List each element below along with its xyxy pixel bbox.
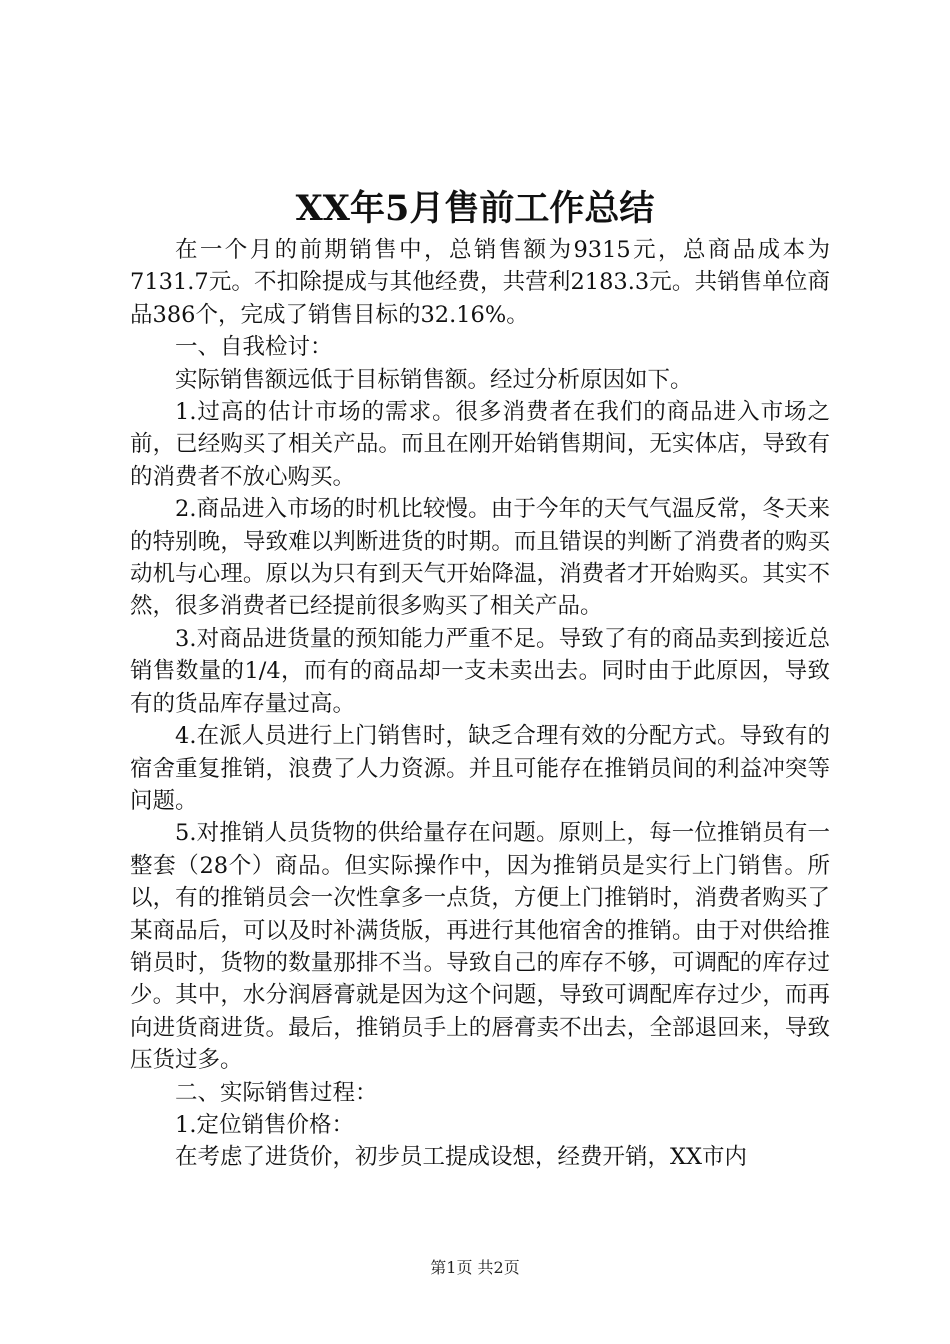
- page-footer: 第1页 共2页: [430, 1258, 520, 1277]
- heading-self-review: 一、自我检讨：: [175, 334, 333, 361]
- paragraph-pricing: 在考虑了进货价，初步员工提成设想，经费开销，XX市内: [175, 1144, 748, 1171]
- paragraph-reason-3: 3.对商品进货量的预知能力严重不足。导致了有的商品卖到接近总销售数量的1/4，而有的商品却一支未卖出去。同时由于此原因，导致有的货品库存量过高。: [130, 625, 830, 717]
- document-title: XX年5月售前工作总结: [295, 188, 655, 229]
- subheading-pricing: 1.定位销售价格：: [175, 1111, 354, 1138]
- paragraph-reason-2: 2.商品进入市场的时机比较慢。由于今年的天气气温反常，冬天来的特别晚，导致难以判断进货的时期。而且错误的判断了消费者的购买动机与心理。原以为只有到天气开始降温，消费者才开始购买。其实不然，很多消费者已经提前很多购买了相关产品。: [130, 496, 830, 620]
- heading-sales-process: 二、实际销售过程：: [175, 1079, 378, 1106]
- paragraph-reason-1: 1.过高的估计市场的需求。很多消费者在我们的商品进入市场之前，已经购买了相关产品。而且在刚开始销售期间，无实体店，导致有的消费者不放心购买。: [130, 399, 830, 490]
- paragraph-analysis-intro: 实际销售额远低于目标销售额。经过分析原因如下。: [175, 366, 693, 393]
- paragraph-summary: 在一个月的前期销售中，总销售额为9315元，总商品成本为7131.7元。不扣除提成与其他经费，共营利2183.3元。共销售单位商品386个，完成了销售目标的32.16%。: [130, 237, 830, 328]
- paragraph-reason-5: 5.对推销人员货物的供给量存在问题。原则上，每一位推销员有一整套（28个）商品。但实际操作中，因为推销员是实行上门销售。所以，有的推销员会一次性拿多一点货，方便上门推销时，消费者购买了某商品后，可以及时补满货版，再进行其他宿舍的推销。由于对供给推销员时，货物的数量那排不当。导致自己的库存不够，可调配的库存过少。其中，水分润唇膏就是因为这个问题，导致可调配库存过少，而再向进货商进货。最后，推销员手上的唇膏卖不出去，全部退回来，导致压货过多。: [130, 820, 830, 1074]
- document-body: [130, 234, 830, 1174]
- paragraph-reason-4: 4.在派人员进行上门销售时，缺乏合理有效的分配方式。导致有的宿舍重复推销，浪费了人力资源。并且可能存在推销员间的利益冲突等问题。: [130, 723, 830, 814]
